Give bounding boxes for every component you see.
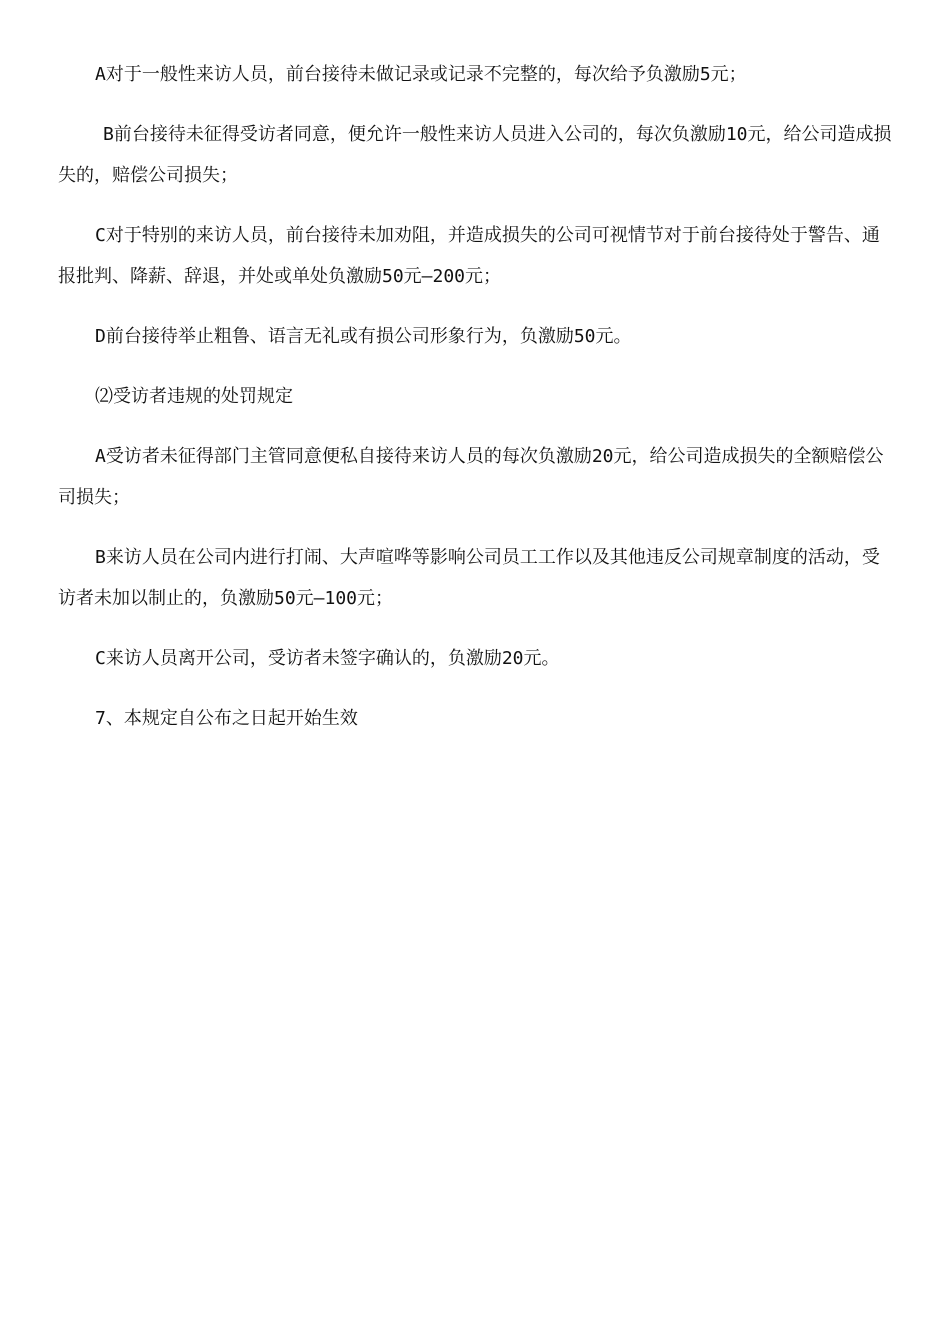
paragraph-frontdesk-rule-a: A对于一般性来访人员，前台接待未做记录或记录不完整的，每次给予负激励5元； — [95, 64, 747, 85]
paragraph-frontdesk-rule-b: B前台接待未征得受访者同意，便允许一般性来访人员进入公司的，每次负激励10元，给公司造成损失的，赔偿公司损失； — [58, 124, 892, 186]
section-heading-visitee-penalties: ⑵受访者违规的处罚规定 — [95, 386, 293, 407]
paragraph-visitee-rule-b: B来访人员在公司内进行打闹、大声喧哗等影响公司员工工作以及其他违反公司规章制度的活动，受访者未加以制止的，负激励50元—100元； — [58, 547, 880, 609]
paragraph-frontdesk-rule-c: C对于特别的来访人员，前台接待未加劝阻，并造成损失的公司可视情节对于前台接待处于警告、通报批判、降薪、辞退，并处或单处负激励50元—200元； — [58, 225, 880, 287]
paragraph-frontdesk-rule-d: D前台接待举止粗鲁、语言无礼或有损公司形象行为，负激励50元。 — [95, 326, 632, 347]
paragraph-effective-clause: 7、本规定自公布之日起开始生效 — [95, 708, 358, 729]
paragraph-visitee-rule-c: C来访人员离开公司，受访者未签字确认的，负激励20元。 — [95, 648, 560, 669]
paragraph-visitee-rule-a: A受访者未征得部门主管同意便私自接待来访人员的每次负激励20元，给公司造成损失的全额赔偿公司损失； — [58, 446, 884, 508]
